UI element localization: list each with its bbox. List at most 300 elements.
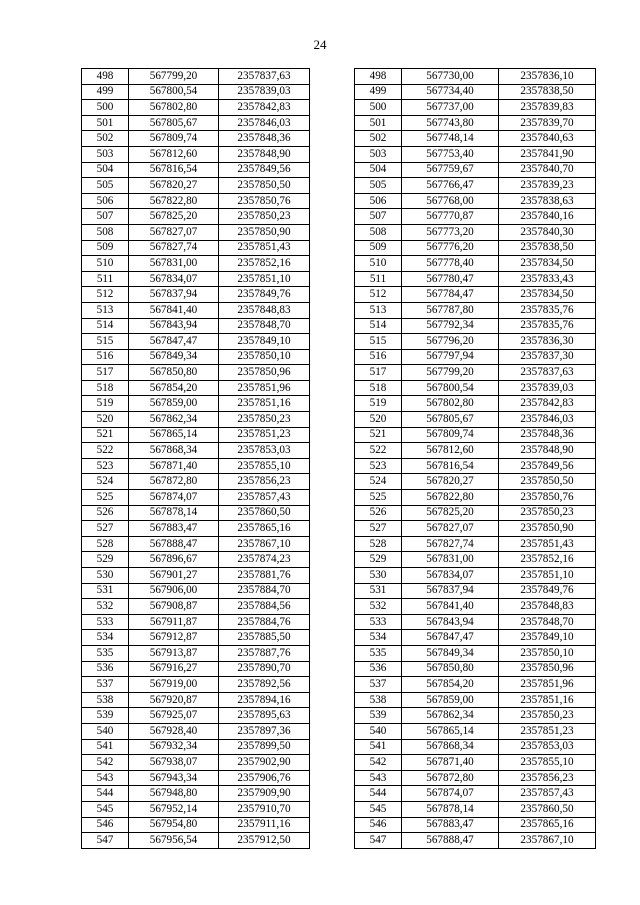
right-point-number: 506 xyxy=(355,193,402,209)
left-y-coordinate: 2357850,90 xyxy=(219,224,310,240)
left-point-number: 541 xyxy=(82,739,129,755)
left-point-number: 516 xyxy=(82,349,129,365)
right-y-coordinate: 2357842,83 xyxy=(499,396,596,412)
left-x-coordinate: 567831,00 xyxy=(129,256,219,272)
right-x-coordinate: 567827,74 xyxy=(402,536,499,552)
left-x-coordinate: 567928,40 xyxy=(129,723,219,739)
right-point-number: 540 xyxy=(355,723,402,739)
column-gap xyxy=(310,84,355,100)
right-point-number: 529 xyxy=(355,552,402,568)
left-point-number: 522 xyxy=(82,443,129,459)
left-point-number: 514 xyxy=(82,318,129,334)
left-point-number: 498 xyxy=(82,69,129,85)
right-x-coordinate: 567850,80 xyxy=(402,661,499,677)
left-y-coordinate: 2357912,50 xyxy=(219,833,310,849)
right-x-coordinate: 567792,34 xyxy=(402,318,499,334)
right-point-number: 503 xyxy=(355,146,402,162)
left-x-coordinate: 567913,87 xyxy=(129,645,219,661)
right-x-coordinate: 567809,74 xyxy=(402,427,499,443)
right-point-number: 542 xyxy=(355,755,402,771)
column-gap xyxy=(310,801,355,817)
column-gap xyxy=(310,645,355,661)
table-row xyxy=(82,599,596,615)
right-point-number: 534 xyxy=(355,630,402,646)
right-point-number: 517 xyxy=(355,365,402,381)
left-y-coordinate: 2357851,23 xyxy=(219,427,310,443)
left-x-coordinate: 567868,34 xyxy=(129,443,219,459)
right-point-number: 533 xyxy=(355,614,402,630)
right-x-coordinate: 567871,40 xyxy=(402,755,499,771)
left-y-coordinate: 2357865,16 xyxy=(219,521,310,537)
table-row xyxy=(82,334,596,350)
right-x-coordinate: 567737,00 xyxy=(402,100,499,116)
left-x-coordinate: 567872,80 xyxy=(129,474,219,490)
column-gap xyxy=(310,131,355,147)
left-y-coordinate: 2357850,96 xyxy=(219,365,310,381)
table-row xyxy=(82,349,596,365)
column-gap xyxy=(310,708,355,724)
right-x-coordinate: 567834,07 xyxy=(402,568,499,584)
left-x-coordinate: 567827,07 xyxy=(129,224,219,240)
right-point-number: 532 xyxy=(355,599,402,615)
left-point-number: 508 xyxy=(82,224,129,240)
left-point-number: 546 xyxy=(82,817,129,833)
right-point-number: 513 xyxy=(355,302,402,318)
left-point-number: 536 xyxy=(82,661,129,677)
right-point-number: 537 xyxy=(355,677,402,693)
right-x-coordinate: 567773,20 xyxy=(402,224,499,240)
right-x-coordinate: 567883,47 xyxy=(402,817,499,833)
right-point-number: 507 xyxy=(355,209,402,225)
left-x-coordinate: 567820,27 xyxy=(129,178,219,194)
right-y-coordinate: 2357848,70 xyxy=(499,614,596,630)
column-gap xyxy=(310,817,355,833)
left-y-coordinate: 2357895,63 xyxy=(219,708,310,724)
column-gap xyxy=(310,661,355,677)
left-point-number: 530 xyxy=(82,568,129,584)
right-x-coordinate: 567759,67 xyxy=(402,162,499,178)
right-x-coordinate: 567862,34 xyxy=(402,708,499,724)
right-y-coordinate: 2357840,63 xyxy=(499,131,596,147)
right-point-number: 535 xyxy=(355,645,402,661)
left-y-coordinate: 2357850,50 xyxy=(219,178,310,194)
right-x-coordinate: 567802,80 xyxy=(402,396,499,412)
left-x-coordinate: 567850,80 xyxy=(129,365,219,381)
right-point-number: 544 xyxy=(355,786,402,802)
left-y-coordinate: 2357874,23 xyxy=(219,552,310,568)
left-point-number: 538 xyxy=(82,692,129,708)
right-x-coordinate: 567743,80 xyxy=(402,115,499,131)
right-point-number: 512 xyxy=(355,287,402,303)
right-point-number: 502 xyxy=(355,131,402,147)
right-y-coordinate: 2357837,30 xyxy=(499,349,596,365)
table-row xyxy=(82,287,596,303)
column-gap xyxy=(310,178,355,194)
right-point-number: 519 xyxy=(355,396,402,412)
left-x-coordinate: 567878,14 xyxy=(129,505,219,521)
right-y-coordinate: 2357851,16 xyxy=(499,692,596,708)
left-x-coordinate: 567843,94 xyxy=(129,318,219,334)
left-x-coordinate: 567871,40 xyxy=(129,458,219,474)
table-row xyxy=(82,552,596,568)
table-row xyxy=(82,240,596,256)
right-point-number: 505 xyxy=(355,178,402,194)
right-point-number: 504 xyxy=(355,162,402,178)
table-row xyxy=(82,661,596,677)
left-x-coordinate: 567854,20 xyxy=(129,380,219,396)
right-y-coordinate: 2357848,90 xyxy=(499,443,596,459)
right-x-coordinate: 567776,20 xyxy=(402,240,499,256)
left-x-coordinate: 567956,54 xyxy=(129,833,219,849)
right-x-coordinate: 567812,60 xyxy=(402,443,499,459)
table-row xyxy=(82,224,596,240)
table-row xyxy=(82,412,596,428)
left-x-coordinate: 567841,40 xyxy=(129,302,219,318)
right-y-coordinate: 2357852,16 xyxy=(499,552,596,568)
left-y-coordinate: 2357899,50 xyxy=(219,739,310,755)
table-row xyxy=(82,739,596,755)
table-row xyxy=(82,380,596,396)
left-point-number: 509 xyxy=(82,240,129,256)
left-x-coordinate: 567932,34 xyxy=(129,739,219,755)
column-gap xyxy=(310,115,355,131)
left-point-number: 544 xyxy=(82,786,129,802)
left-y-coordinate: 2357894,16 xyxy=(219,692,310,708)
left-y-coordinate: 2357890,70 xyxy=(219,661,310,677)
left-x-coordinate: 567827,74 xyxy=(129,240,219,256)
right-x-coordinate: 567730,00 xyxy=(402,69,499,85)
column-gap xyxy=(310,146,355,162)
left-y-coordinate: 2357884,76 xyxy=(219,614,310,630)
right-x-coordinate: 567780,47 xyxy=(402,271,499,287)
left-y-coordinate: 2357853,03 xyxy=(219,443,310,459)
right-y-coordinate: 2357836,30 xyxy=(499,334,596,350)
left-x-coordinate: 567925,07 xyxy=(129,708,219,724)
column-gap xyxy=(310,583,355,599)
table-row xyxy=(82,115,596,131)
column-gap xyxy=(310,271,355,287)
right-x-coordinate: 567841,40 xyxy=(402,599,499,615)
right-point-number: 538 xyxy=(355,692,402,708)
right-point-number: 515 xyxy=(355,334,402,350)
column-gap xyxy=(310,256,355,272)
left-point-number: 513 xyxy=(82,302,129,318)
left-x-coordinate: 567920,87 xyxy=(129,692,219,708)
right-x-coordinate: 567768,00 xyxy=(402,193,499,209)
left-point-number: 529 xyxy=(82,552,129,568)
right-y-coordinate: 2357840,70 xyxy=(499,162,596,178)
column-gap xyxy=(310,833,355,849)
right-y-coordinate: 2357850,23 xyxy=(499,505,596,521)
left-y-coordinate: 2357885,50 xyxy=(219,630,310,646)
column-gap xyxy=(310,692,355,708)
right-x-coordinate: 567849,34 xyxy=(402,645,499,661)
column-gap xyxy=(310,786,355,802)
right-y-coordinate: 2357850,50 xyxy=(499,474,596,490)
left-point-number: 504 xyxy=(82,162,129,178)
left-point-number: 520 xyxy=(82,412,129,428)
column-gap xyxy=(310,209,355,225)
column-gap xyxy=(310,458,355,474)
left-point-number: 533 xyxy=(82,614,129,630)
left-y-coordinate: 2357857,43 xyxy=(219,490,310,506)
right-point-number: 520 xyxy=(355,412,402,428)
table-row xyxy=(82,786,596,802)
right-point-number: 514 xyxy=(355,318,402,334)
column-gap xyxy=(310,240,355,256)
left-y-coordinate: 2357851,96 xyxy=(219,380,310,396)
table-row xyxy=(82,443,596,459)
right-point-number: 518 xyxy=(355,380,402,396)
right-y-coordinate: 2357837,63 xyxy=(499,365,596,381)
left-point-number: 512 xyxy=(82,287,129,303)
left-x-coordinate: 567938,07 xyxy=(129,755,219,771)
right-point-number: 539 xyxy=(355,708,402,724)
column-gap xyxy=(310,677,355,693)
left-y-coordinate: 2357849,10 xyxy=(219,334,310,350)
table-row xyxy=(82,770,596,786)
right-y-coordinate: 2357850,90 xyxy=(499,521,596,537)
left-y-coordinate: 2357849,76 xyxy=(219,287,310,303)
column-gap xyxy=(310,474,355,490)
right-x-coordinate: 567748,14 xyxy=(402,131,499,147)
column-gap xyxy=(310,599,355,615)
column-gap xyxy=(310,100,355,116)
right-x-coordinate: 567831,00 xyxy=(402,552,499,568)
table-row xyxy=(82,162,596,178)
right-y-coordinate: 2357849,76 xyxy=(499,583,596,599)
table-row xyxy=(82,365,596,381)
right-y-coordinate: 2357850,10 xyxy=(499,645,596,661)
left-point-number: 510 xyxy=(82,256,129,272)
right-point-number: 522 xyxy=(355,443,402,459)
left-x-coordinate: 567800,54 xyxy=(129,84,219,100)
left-y-coordinate: 2357911,16 xyxy=(219,817,310,833)
right-point-number: 521 xyxy=(355,427,402,443)
right-point-number: 499 xyxy=(355,84,402,100)
left-y-coordinate: 2357855,10 xyxy=(219,458,310,474)
left-point-number: 531 xyxy=(82,583,129,599)
right-point-number: 531 xyxy=(355,583,402,599)
table-row xyxy=(82,256,596,272)
right-y-coordinate: 2357833,43 xyxy=(499,271,596,287)
right-x-coordinate: 567805,67 xyxy=(402,412,499,428)
left-x-coordinate: 567834,07 xyxy=(129,271,219,287)
table-row xyxy=(82,817,596,833)
right-x-coordinate: 567816,54 xyxy=(402,458,499,474)
left-y-coordinate: 2357856,23 xyxy=(219,474,310,490)
right-y-coordinate: 2357848,83 xyxy=(499,599,596,615)
left-x-coordinate: 567865,14 xyxy=(129,427,219,443)
right-y-coordinate: 2357839,23 xyxy=(499,178,596,194)
left-point-number: 501 xyxy=(82,115,129,131)
left-point-number: 543 xyxy=(82,770,129,786)
right-point-number: 525 xyxy=(355,490,402,506)
left-x-coordinate: 567896,67 xyxy=(129,552,219,568)
column-gap xyxy=(310,162,355,178)
column-gap xyxy=(310,614,355,630)
left-point-number: 528 xyxy=(82,536,129,552)
right-point-number: 509 xyxy=(355,240,402,256)
right-y-coordinate: 2357848,36 xyxy=(499,427,596,443)
left-y-coordinate: 2357910,70 xyxy=(219,801,310,817)
coordinates-table-body xyxy=(82,69,596,849)
table-row xyxy=(82,490,596,506)
column-gap xyxy=(310,723,355,739)
left-point-number: 534 xyxy=(82,630,129,646)
left-y-coordinate: 2357852,16 xyxy=(219,256,310,272)
table-row xyxy=(82,396,596,412)
table-row xyxy=(82,458,596,474)
left-x-coordinate: 567822,80 xyxy=(129,193,219,209)
right-point-number: 511 xyxy=(355,271,402,287)
right-x-coordinate: 567854,20 xyxy=(402,677,499,693)
right-x-coordinate: 567787,80 xyxy=(402,302,499,318)
table-row xyxy=(82,568,596,584)
right-y-coordinate: 2357840,30 xyxy=(499,224,596,240)
left-y-coordinate: 2357850,76 xyxy=(219,193,310,209)
left-point-number: 521 xyxy=(82,427,129,443)
right-x-coordinate: 567753,40 xyxy=(402,146,499,162)
left-x-coordinate: 567802,80 xyxy=(129,100,219,116)
column-gap xyxy=(310,349,355,365)
left-y-coordinate: 2357848,90 xyxy=(219,146,310,162)
left-x-coordinate: 567901,27 xyxy=(129,568,219,584)
left-x-coordinate: 567888,47 xyxy=(129,536,219,552)
table-row xyxy=(82,69,596,85)
left-y-coordinate: 2357846,03 xyxy=(219,115,310,131)
right-point-number: 500 xyxy=(355,100,402,116)
right-point-number: 508 xyxy=(355,224,402,240)
right-y-coordinate: 2357846,03 xyxy=(499,412,596,428)
left-y-coordinate: 2357850,23 xyxy=(219,412,310,428)
left-point-number: 506 xyxy=(82,193,129,209)
left-x-coordinate: 567849,34 xyxy=(129,349,219,365)
left-x-coordinate: 567799,20 xyxy=(129,69,219,85)
left-y-coordinate: 2357837,63 xyxy=(219,69,310,85)
right-y-coordinate: 2357834,50 xyxy=(499,287,596,303)
right-x-coordinate: 567766,47 xyxy=(402,178,499,194)
right-point-number: 546 xyxy=(355,817,402,833)
left-y-coordinate: 2357906,76 xyxy=(219,770,310,786)
left-x-coordinate: 567912,87 xyxy=(129,630,219,646)
coordinates-table xyxy=(81,68,596,849)
column-gap xyxy=(310,505,355,521)
left-y-coordinate: 2357892,56 xyxy=(219,677,310,693)
right-x-coordinate: 567796,20 xyxy=(402,334,499,350)
right-y-coordinate: 2357856,23 xyxy=(499,770,596,786)
left-point-number: 524 xyxy=(82,474,129,490)
left-x-coordinate: 567952,14 xyxy=(129,801,219,817)
table-row xyxy=(82,193,596,209)
left-point-number: 542 xyxy=(82,755,129,771)
left-point-number: 511 xyxy=(82,271,129,287)
right-x-coordinate: 567799,20 xyxy=(402,365,499,381)
right-y-coordinate: 2357853,03 xyxy=(499,739,596,755)
right-x-coordinate: 567872,80 xyxy=(402,770,499,786)
left-point-number: 540 xyxy=(82,723,129,739)
right-x-coordinate: 567825,20 xyxy=(402,505,499,521)
right-x-coordinate: 567797,94 xyxy=(402,349,499,365)
left-point-number: 535 xyxy=(82,645,129,661)
left-y-coordinate: 2357884,56 xyxy=(219,599,310,615)
left-y-coordinate: 2357848,36 xyxy=(219,131,310,147)
left-point-number: 539 xyxy=(82,708,129,724)
left-x-coordinate: 567943,34 xyxy=(129,770,219,786)
column-gap xyxy=(310,69,355,85)
right-y-coordinate: 2357851,23 xyxy=(499,723,596,739)
left-point-number: 537 xyxy=(82,677,129,693)
right-y-coordinate: 2357851,10 xyxy=(499,568,596,584)
right-y-coordinate: 2357838,50 xyxy=(499,240,596,256)
left-point-number: 519 xyxy=(82,396,129,412)
left-x-coordinate: 567916,27 xyxy=(129,661,219,677)
right-y-coordinate: 2357835,76 xyxy=(499,302,596,318)
right-y-coordinate: 2357850,23 xyxy=(499,708,596,724)
column-gap xyxy=(310,630,355,646)
right-point-number: 547 xyxy=(355,833,402,849)
left-point-number: 505 xyxy=(82,178,129,194)
column-gap xyxy=(310,302,355,318)
table-row xyxy=(82,131,596,147)
right-y-coordinate: 2357865,16 xyxy=(499,817,596,833)
table-row xyxy=(82,692,596,708)
left-x-coordinate: 567883,47 xyxy=(129,521,219,537)
right-y-coordinate: 2357867,10 xyxy=(499,833,596,849)
right-y-coordinate: 2357838,63 xyxy=(499,193,596,209)
right-x-coordinate: 567878,14 xyxy=(402,801,499,817)
column-gap xyxy=(310,521,355,537)
right-y-coordinate: 2357835,76 xyxy=(499,318,596,334)
right-y-coordinate: 2357836,10 xyxy=(499,69,596,85)
right-y-coordinate: 2357849,56 xyxy=(499,458,596,474)
column-gap xyxy=(310,770,355,786)
right-x-coordinate: 567859,00 xyxy=(402,692,499,708)
table-row xyxy=(82,630,596,646)
table-row xyxy=(82,536,596,552)
left-point-number: 502 xyxy=(82,131,129,147)
right-point-number: 536 xyxy=(355,661,402,677)
left-y-coordinate: 2357897,36 xyxy=(219,723,310,739)
table-row xyxy=(82,614,596,630)
left-point-number: 518 xyxy=(82,380,129,396)
right-x-coordinate: 567847,47 xyxy=(402,630,499,646)
column-gap xyxy=(310,396,355,412)
right-y-coordinate: 2357857,43 xyxy=(499,786,596,802)
column-gap xyxy=(310,318,355,334)
left-x-coordinate: 567911,87 xyxy=(129,614,219,630)
right-point-number: 543 xyxy=(355,770,402,786)
left-y-coordinate: 2357849,56 xyxy=(219,162,310,178)
table-row xyxy=(82,302,596,318)
right-x-coordinate: 567865,14 xyxy=(402,723,499,739)
right-y-coordinate: 2357855,10 xyxy=(499,755,596,771)
left-x-coordinate: 567948,80 xyxy=(129,786,219,802)
column-gap xyxy=(310,739,355,755)
right-y-coordinate: 2357838,50 xyxy=(499,84,596,100)
right-x-coordinate: 567800,54 xyxy=(402,380,499,396)
left-y-coordinate: 2357884,70 xyxy=(219,583,310,599)
right-point-number: 498 xyxy=(355,69,402,85)
left-point-number: 503 xyxy=(82,146,129,162)
table-row xyxy=(82,645,596,661)
column-gap xyxy=(310,755,355,771)
right-point-number: 526 xyxy=(355,505,402,521)
left-point-number: 500 xyxy=(82,100,129,116)
left-point-number: 532 xyxy=(82,599,129,615)
left-y-coordinate: 2357842,83 xyxy=(219,100,310,116)
right-x-coordinate: 567827,07 xyxy=(402,521,499,537)
